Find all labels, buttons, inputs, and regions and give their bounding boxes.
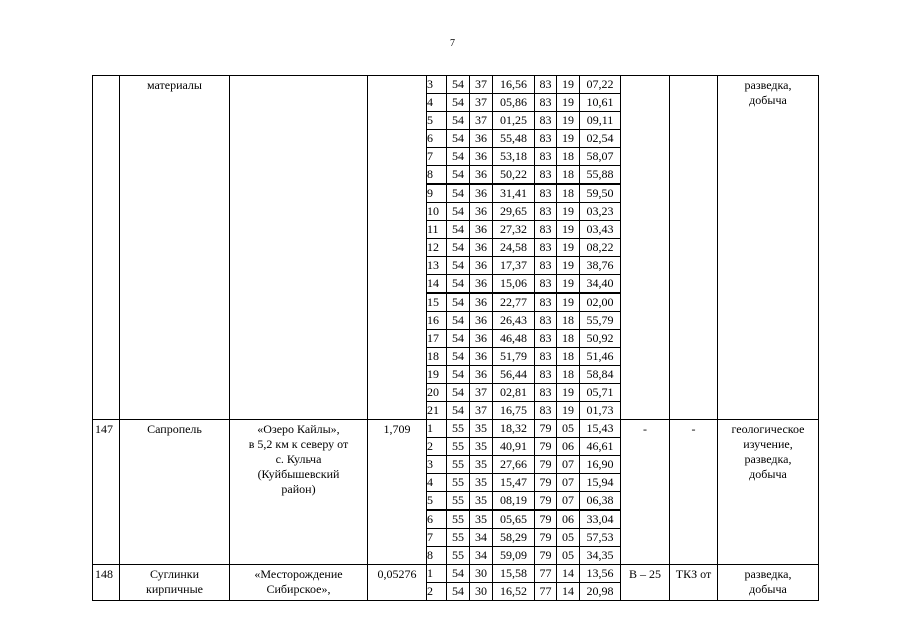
coordinate-cell: 4: [427, 474, 447, 492]
coordinate-cell: 2: [427, 583, 447, 601]
location: [230, 565, 368, 601]
area-value: 1,709: [368, 420, 427, 565]
coordinate-cell: 18: [557, 348, 580, 366]
coordinate-cell: 19: [557, 275, 580, 294]
coordinate-cell: 19: [557, 239, 580, 257]
coordinate-cell: 83: [535, 330, 557, 348]
coordinate-cell: 19: [557, 221, 580, 239]
coordinate-cell: 83: [535, 257, 557, 275]
coordinate-cell: 54: [447, 366, 470, 384]
coordinate-cell: 30: [470, 565, 493, 583]
coordinate-cell: 03,23: [580, 203, 621, 221]
coordinate-cell: 19: [557, 130, 580, 148]
coordinate-cell: 15,43: [580, 420, 621, 438]
cell-line: «Месторождение: [254, 567, 343, 581]
coordinate-cell: 37: [470, 112, 493, 130]
coordinate-cell: 01,25: [493, 112, 535, 130]
cell-line: геологическое: [731, 422, 805, 436]
coordinate-cell: 3: [427, 456, 447, 474]
column-a-value: -: [621, 420, 670, 565]
coordinate-cell: 12: [427, 239, 447, 257]
table-row: [93, 565, 819, 583]
coordinate-cell: 83: [535, 239, 557, 257]
purpose: [718, 420, 819, 565]
coordinate-cell: 19: [557, 257, 580, 275]
coordinate-cell: 46,48: [493, 330, 535, 348]
cell-line: «Озеро Кайлы»,: [257, 422, 340, 436]
coordinate-cell: 83: [535, 76, 557, 94]
coordinate-cell: 54: [447, 112, 470, 130]
cell-line: добыча: [749, 93, 787, 107]
coordinate-cell: 16: [427, 312, 447, 330]
coordinate-cell: 33,04: [580, 510, 621, 529]
coordinate-cell: 08,22: [580, 239, 621, 257]
coordinate-cell: 6: [427, 130, 447, 148]
coordinate-cell: 50,92: [580, 330, 621, 348]
coordinate-cell: 35: [470, 456, 493, 474]
coordinate-cell: 83: [535, 166, 557, 185]
coordinate-cell: 13,56: [580, 565, 621, 583]
coordinate-cell: 55: [447, 420, 470, 438]
column-b-value: -: [670, 420, 718, 565]
coordinate-cell: 54: [447, 184, 470, 203]
column-b-value: [670, 76, 718, 420]
coordinate-cell: 37: [470, 402, 493, 420]
cell-line: добыча: [749, 467, 787, 481]
coordinate-cell: 34: [470, 529, 493, 547]
coordinate-cell: 2: [427, 438, 447, 456]
coordinate-cell: 19: [557, 384, 580, 402]
cell-line: добыча: [749, 582, 787, 596]
coordinate-cell: 36: [470, 239, 493, 257]
cell-line: изучение,: [743, 437, 793, 451]
coordinate-cell: 07,22: [580, 76, 621, 94]
coordinate-cell: 57,53: [580, 529, 621, 547]
cell-line: (Куйбышевский: [257, 467, 340, 481]
page-number: 7: [450, 38, 455, 49]
coordinate-cell: 14: [557, 583, 580, 601]
coordinate-cell: 51,46: [580, 348, 621, 366]
coordinate-cell: 1: [427, 420, 447, 438]
coordinate-cell: 18: [557, 330, 580, 348]
entry-number: [93, 76, 120, 420]
location: [230, 76, 368, 420]
resource-name: материалы: [120, 76, 230, 420]
coordinate-cell: 35: [470, 492, 493, 511]
coordinate-cell: 79: [535, 529, 557, 547]
coordinate-cell: 58,29: [493, 529, 535, 547]
coordinate-cell: 83: [535, 384, 557, 402]
coordinate-cell: 55: [447, 438, 470, 456]
coordinate-cell: 21: [427, 402, 447, 420]
coordinate-cell: 83: [535, 312, 557, 330]
column-b-value: ТКЗ от: [670, 565, 718, 601]
coordinate-cell: 54: [447, 565, 470, 583]
coordinate-cell: 83: [535, 293, 557, 312]
coordinate-cell: 18: [427, 348, 447, 366]
coordinate-cell: 18: [557, 166, 580, 185]
coordinate-cell: 36: [470, 203, 493, 221]
coordinate-cell: 79: [535, 438, 557, 456]
coordinate-cell: 16,52: [493, 583, 535, 601]
coordinate-cell: 07: [557, 492, 580, 511]
coordinate-cell: 27,32: [493, 221, 535, 239]
resource-name: Сапропель: [120, 420, 230, 565]
coordinate-cell: 54: [447, 402, 470, 420]
coordinate-cell: 15,58: [493, 565, 535, 583]
coordinate-cell: 7: [427, 529, 447, 547]
coordinate-cell: 5: [427, 112, 447, 130]
coordinate-cell: 07: [557, 456, 580, 474]
coordinate-cell: 01,73: [580, 402, 621, 420]
cell-line: разведка,: [744, 567, 792, 581]
coordinate-cell: 36: [470, 130, 493, 148]
coordinate-cell: 55: [447, 547, 470, 565]
coordinate-cell: 36: [470, 221, 493, 239]
coordinate-cell: 55: [447, 492, 470, 511]
cell-line: в 5,2 км к северу от: [248, 437, 349, 451]
coordinate-cell: 06,38: [580, 492, 621, 511]
coordinate-cell: 16,75: [493, 402, 535, 420]
coordinate-cell: 14: [427, 275, 447, 294]
cell-line: Сибирское»,: [266, 582, 331, 596]
coordinate-cell: 79: [535, 492, 557, 511]
coordinate-cell: 34: [470, 547, 493, 565]
coordinate-cell: 3: [427, 76, 447, 94]
coordinate-cell: 55: [447, 474, 470, 492]
coordinate-cell: 37: [470, 94, 493, 112]
coordinate-cell: 55,88: [580, 166, 621, 185]
coordinate-cell: 83: [535, 94, 557, 112]
coordinate-cell: 79: [535, 510, 557, 529]
coordinate-cell: 27,66: [493, 456, 535, 474]
coordinate-cell: 58,84: [580, 366, 621, 384]
coordinate-cell: 79: [535, 456, 557, 474]
coordinate-cell: 5: [427, 492, 447, 511]
coordinate-cell: 06: [557, 438, 580, 456]
coordinate-cell: 26,43: [493, 312, 535, 330]
coordinate-cell: 24,58: [493, 239, 535, 257]
coordinate-cell: 7: [427, 148, 447, 166]
coordinate-cell: 54: [447, 275, 470, 294]
location: [230, 420, 368, 565]
coordinate-cell: 18: [557, 148, 580, 166]
coordinate-cell: 58,07: [580, 148, 621, 166]
coordinate-cell: 19: [557, 203, 580, 221]
coordinate-cell: 36: [470, 148, 493, 166]
table-row: [93, 420, 819, 438]
coordinate-cell: 46,61: [580, 438, 621, 456]
coordinate-cell: 16,90: [580, 456, 621, 474]
coordinate-cell: 54: [447, 348, 470, 366]
coordinate-cell: 35: [470, 438, 493, 456]
coordinate-cell: 55,48: [493, 130, 535, 148]
resource-name: Суглинки кирпичные: [120, 565, 230, 601]
coordinate-cell: 05: [557, 547, 580, 565]
coordinate-cell: 54: [447, 583, 470, 601]
coordinate-cell: 54: [447, 203, 470, 221]
area-value: [368, 76, 427, 420]
coordinate-cell: 54: [447, 312, 470, 330]
coordinate-cell: 83: [535, 402, 557, 420]
cell-line: с. Кульча: [275, 452, 322, 466]
coordinate-cell: 18: [557, 366, 580, 384]
coordinate-cell: 34,35: [580, 547, 621, 565]
coordinate-cell: 54: [447, 330, 470, 348]
coordinate-cell: 18: [557, 312, 580, 330]
coordinate-cell: 36: [470, 293, 493, 312]
coordinate-cell: 36: [470, 275, 493, 294]
area-value: 0,05276: [368, 565, 427, 601]
coordinate-cell: 83: [535, 148, 557, 166]
coordinate-cell: 83: [535, 348, 557, 366]
coordinate-cell: 83: [535, 275, 557, 294]
table-row: [93, 76, 819, 94]
coordinate-cell: 05,71: [580, 384, 621, 402]
coordinate-cell: 37: [470, 384, 493, 402]
coordinate-cell: 54: [447, 148, 470, 166]
coordinate-cell: 54: [447, 384, 470, 402]
coordinate-cell: 35: [470, 474, 493, 492]
purpose: [718, 565, 819, 601]
coordinate-cell: 54: [447, 130, 470, 148]
coordinate-cell: 15,94: [580, 474, 621, 492]
coordinate-cell: 30: [470, 583, 493, 601]
coordinate-cell: 79: [535, 547, 557, 565]
coordinate-cell: 36: [470, 166, 493, 185]
coordinate-cell: 56,44: [493, 366, 535, 384]
coordinate-cell: 11: [427, 221, 447, 239]
coordinate-cell: 54: [447, 166, 470, 185]
coordinate-cell: 02,54: [580, 130, 621, 148]
coordinate-cell: 36: [470, 330, 493, 348]
entry-number: 147: [93, 420, 120, 565]
coordinate-cell: 35: [470, 420, 493, 438]
coordinate-cell: 79: [535, 474, 557, 492]
coordinate-cell: 40,91: [493, 438, 535, 456]
coordinate-cell: 83: [535, 366, 557, 384]
coordinate-cell: 77: [535, 583, 557, 601]
coordinate-cell: 54: [447, 76, 470, 94]
coordinate-cell: 06: [557, 510, 580, 529]
coordinate-cell: 22,77: [493, 293, 535, 312]
coordinate-cell: 19: [557, 293, 580, 312]
coordinate-cell: 8: [427, 547, 447, 565]
cell-line: район): [281, 482, 316, 496]
coordinate-cell: 8: [427, 166, 447, 185]
coordinate-cell: 53,18: [493, 148, 535, 166]
coordinate-cell: 05: [557, 420, 580, 438]
coordinate-cell: 09,11: [580, 112, 621, 130]
coordinate-cell: 54: [447, 94, 470, 112]
coordinate-cell: 19: [557, 402, 580, 420]
coordinate-cell: 55: [447, 529, 470, 547]
coordinate-cell: 02,81: [493, 384, 535, 402]
coordinate-cell: 6: [427, 510, 447, 529]
coordinate-cell: 05,65: [493, 510, 535, 529]
coordinate-cell: 31,41: [493, 184, 535, 203]
coordinate-cell: 55: [447, 456, 470, 474]
coordinate-cell: 54: [447, 257, 470, 275]
coordinate-cell: 54: [447, 293, 470, 312]
coordinate-cell: 4: [427, 94, 447, 112]
coordinate-cell: 15: [427, 293, 447, 312]
coordinate-cell: 02,00: [580, 293, 621, 312]
coordinate-cell: 20: [427, 384, 447, 402]
coordinate-cell: 83: [535, 184, 557, 203]
coordinate-cell: 37: [470, 76, 493, 94]
coordinate-cell: 13: [427, 257, 447, 275]
coordinate-cell: 18: [557, 184, 580, 203]
coordinate-cell: 83: [535, 130, 557, 148]
coordinate-cell: 07: [557, 474, 580, 492]
coordinate-cell: 05: [557, 529, 580, 547]
coordinate-cell: 18,32: [493, 420, 535, 438]
coordinate-cell: 83: [535, 203, 557, 221]
coordinate-cell: 35: [470, 510, 493, 529]
coordinate-cell: 36: [470, 257, 493, 275]
column-a-value: [621, 76, 670, 420]
coordinate-cell: 08,19: [493, 492, 535, 511]
coordinate-cell: 36: [470, 184, 493, 203]
coordinate-cell: 14: [557, 565, 580, 583]
deposits-table: [92, 75, 819, 601]
coordinate-cell: 15,06: [493, 275, 535, 294]
cell-line: разведка,: [744, 78, 792, 92]
coordinate-cell: 20,98: [580, 583, 621, 601]
coordinate-cell: 9: [427, 184, 447, 203]
coordinate-cell: 54: [447, 221, 470, 239]
coordinate-cell: 19: [557, 112, 580, 130]
coordinate-cell: 55: [447, 510, 470, 529]
coordinate-cell: 51,79: [493, 348, 535, 366]
coordinate-cell: 05,86: [493, 94, 535, 112]
purpose: [718, 76, 819, 420]
coordinate-cell: 83: [535, 221, 557, 239]
coordinate-cell: 29,65: [493, 203, 535, 221]
coordinate-cell: 15,47: [493, 474, 535, 492]
coordinate-cell: 36: [470, 366, 493, 384]
entry-number: 148: [93, 565, 120, 601]
coordinate-cell: 83: [535, 112, 557, 130]
coordinate-cell: 16,56: [493, 76, 535, 94]
coordinate-cell: 03,43: [580, 221, 621, 239]
coordinate-cell: 36: [470, 348, 493, 366]
coordinate-cell: 19: [557, 76, 580, 94]
table-body: [93, 76, 819, 601]
coordinate-cell: 79: [535, 420, 557, 438]
coordinate-cell: 77: [535, 565, 557, 583]
cell-line: разведка,: [744, 452, 792, 466]
coordinate-cell: 19: [557, 94, 580, 112]
coordinate-cell: 19: [427, 366, 447, 384]
coordinate-cell: 54: [447, 239, 470, 257]
coordinate-cell: 1: [427, 565, 447, 583]
coordinate-cell: 50,22: [493, 166, 535, 185]
coordinate-cell: 38,76: [580, 257, 621, 275]
column-a-value: В – 25: [621, 565, 670, 601]
coordinate-cell: 59,50: [580, 184, 621, 203]
coordinate-cell: 55,79: [580, 312, 621, 330]
coordinate-cell: 17: [427, 330, 447, 348]
coordinate-cell: 10: [427, 203, 447, 221]
coordinate-cell: 36: [470, 312, 493, 330]
coordinate-cell: 59,09: [493, 547, 535, 565]
coordinate-cell: 17,37: [493, 257, 535, 275]
coordinate-cell: 10,61: [580, 94, 621, 112]
coordinate-cell: 34,40: [580, 275, 621, 294]
